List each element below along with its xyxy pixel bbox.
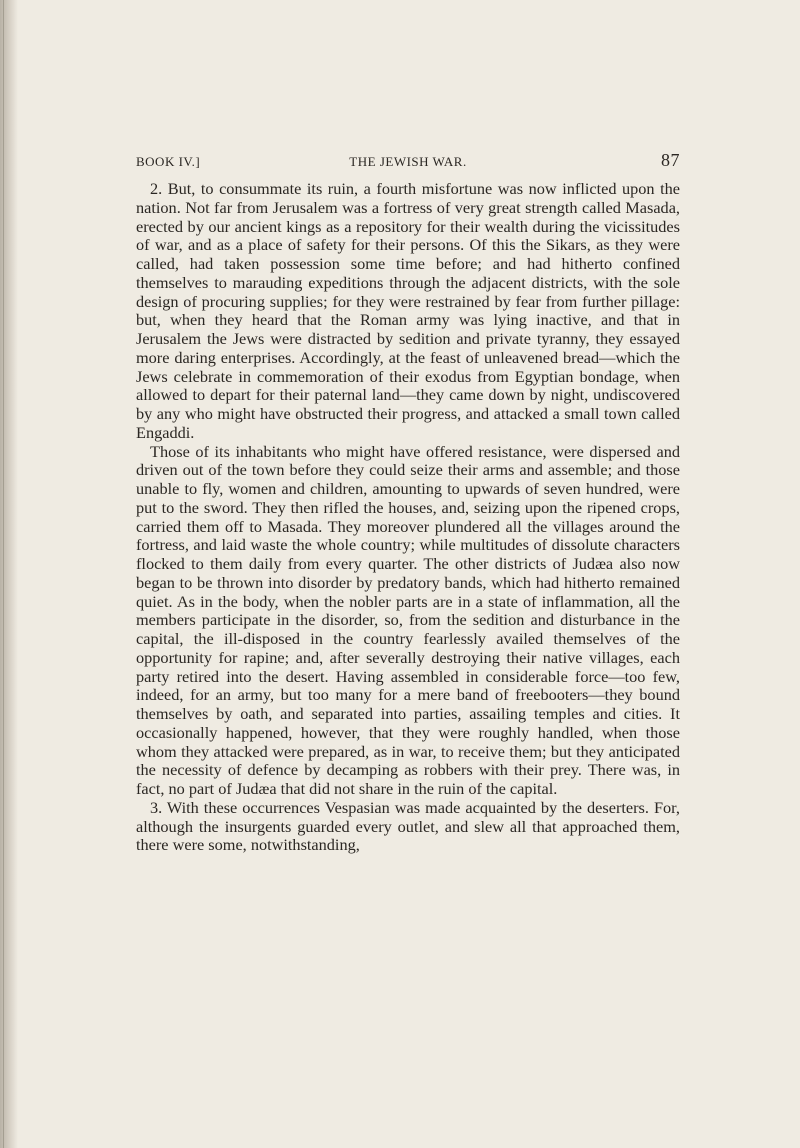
running-head xyxy=(136,150,680,174)
book-title: THE JEWISH WAR. xyxy=(349,154,467,169)
page-number: 87 xyxy=(661,150,680,170)
paragraph-continuation: Those of its inhabitants who might have offered resistance, were dispersed and driven out of the town before they could seize their arms and assemble; and those unable to fly, women and children, amounting to upwards of seven hundred, were put to the sword. They then rifled the houses, and, seizing upon the ripened crops, carried them off to Masada. They moreover plundered all the villages around the fortress, and laid waste the whole country; while multitudes of dissolute characters flocked to them daily from every quarter. The other districts of Judæa also now began to be thrown into disorder by predatory bands, which had hitherto remained quiet. As in the body, when the nobler parts are in a state of inflammation, all the members participate in the disorder, so, from the sedition and disturbance in the capital, the ill-disposed in the country fearlessly availed themselves of the opportunity for rapine; and, after severally destroying their native villages, each party retired into the desert. Having assembled in considerable force—too few, indeed, for an army, but too many for a mere band of freebooters—they bound themselves by oath, and separated into parties, assailing temples and cities. It occasionally happened, however, that they were roughly handled, when those whom they attacked were prepared, as in war, to receive them; but they anticipated the necessity of defence by decamping as robbers with their prey. There was, in fact, no part of Judæa that did not share in the ruin of the capital. xyxy=(136,441,680,798)
paragraph-section-3: 3. With these occurrences Vespasian was made acquainted by the deserters. For, although the insurgents guarded every outlet, and slew all that approached them, there were some, notwithstanding, xyxy=(136,797,680,855)
paragraph-section-2: 2. But, to consummate its ruin, a fourth misfortune was now inflicted upon the nation. Not far from Jerusalem was a fortress of very great strength called Masada, erected by our ancient kings as a repository for their wealth during the vicissitudes of war, and as a place of safety for their persons. Of this the Sikars, as they were called, had taken possession some time before; and had hitherto confined themselves to marauding expeditions through the adjacent districts, with the sole design of procuring supplies; for they were restrained by fear from further pillage: but, when they heard that the Roman army was lying inactive, and that in Jerusalem the Jews were distracted by sedition and private tyranny, they essayed more daring enterprises. Accordingly, at the feast of unleavened bread—which the Jews celebrate in commemoration of their exodus from Egyptian bondage, when allowed to depart for their paternal land—they came down by night, undiscovered by any who might have obstructed their progress, and attacked a small town called Engaddi. xyxy=(136,179,680,442)
body-text xyxy=(136,180,680,855)
book-page xyxy=(136,150,680,855)
book-number: BOOK IV.] xyxy=(136,154,201,169)
binding-edge xyxy=(3,0,4,1148)
